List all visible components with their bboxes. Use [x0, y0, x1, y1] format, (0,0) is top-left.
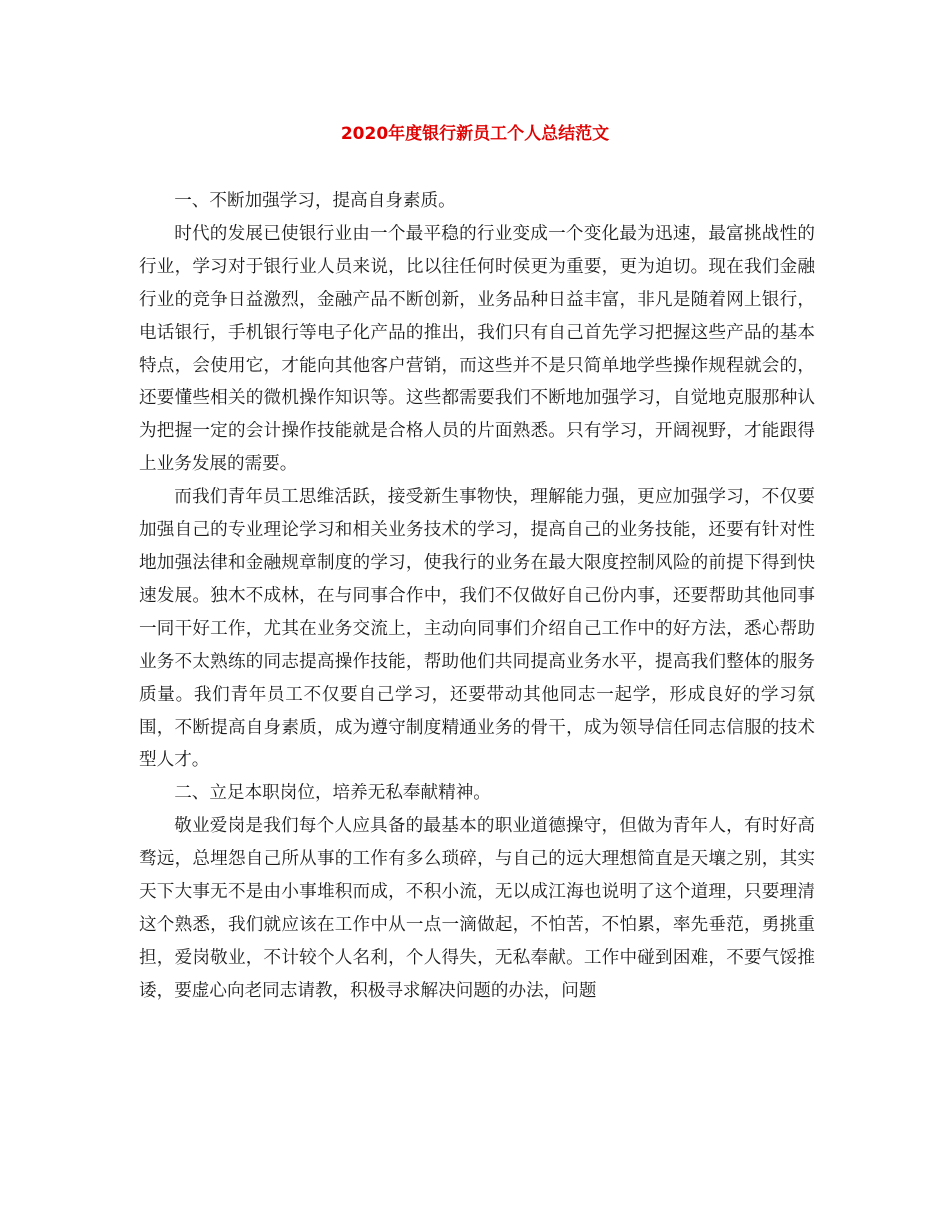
body-paragraph: 敬业爱岗是我们每个人应具备的最基本的职业道德操守，但做为青年人，有时好高骛远，总埋怨自己所从事的工作有多么琐碎，与自己的远大理想简直是天壤之别，其实天下大事无不是由小事堆积而成，不积小流，无以成江海也说明了这个道理，只要理清这个熟悉，我们就应该在工作中从一点一滴做起，不怕苦，不怕累，率先垂范，勇挑重担，爱岗敬业，不计较个人名利，个人得失，无私奉献。工作中碰到困难，不要气馁推诿，要虚心向老同志请教，积极寻求解决问题的办法，问题 — [139, 816, 815, 1001]
body-paragraph: 时代的发展已使银行业由一个最平稳的行业变成一个变化最为迅速，最富挑战性的行业，学习对于银行业人员来说，比以往任何时侯更为重要，更为迫切。现在我们金融行业的竞争日益激烈，金融产品不断创新，业务品种日益丰富，非凡是随着网上银行，电话银行，手机银行等电子化产品的推出，我们只有自己首先学习把握这些产品的基本特点，会使用它，才能向其他客户营销，而这些并不是只简单地学些操作规程就会的，还要懂些相关的微机操作知识等。这些都需要我们不断地加强学习，自觉地克服那种认为把握一定的会计操作技能就是合格人员的片面熟悉。只有学习，开阔视野，才能跟得上业务发展的需要。 — [139, 223, 815, 475]
document-body — [139, 185, 815, 1008]
section-heading-1: 一、不断加强学习，提高自身素质。 — [174, 191, 456, 211]
section-heading-2: 二、立足本职岗位，培养无私奉献精神。 — [174, 783, 491, 804]
document-title: 2020年度银行新员工个人总结范文 — [340, 124, 610, 144]
body-paragraph: 而我们青年员工思维活跃，接受新生事物快，理解能力强，更应加强学习，不仅要加强自己的专业理论学习和相关业务技术的学习，提高自己的业务技能，还要有针对性地加强法律和金融规章制度的学习，使我行的业务在最大限度控制风险的前提下得到快速发展。独木不成林，在与同事合作中，我们不仅做好自己份内事，还要帮助其他同事一同干好工作，尤其在业务交流上，主动向同事们介绍自己工作中的好方法，悉心帮助业务不太熟练的同志提高操作技能，帮助他们共同提高业务水平，提高我们整体的服务质量。我们青年员工不仅要自己学习，还要带动其他同志一起学，形成良好的学习氛围，不断提高自身素质，成为遵守制度精通业务的骨干，成为领导信任同志信服的技术型人才。 — [139, 487, 815, 771]
